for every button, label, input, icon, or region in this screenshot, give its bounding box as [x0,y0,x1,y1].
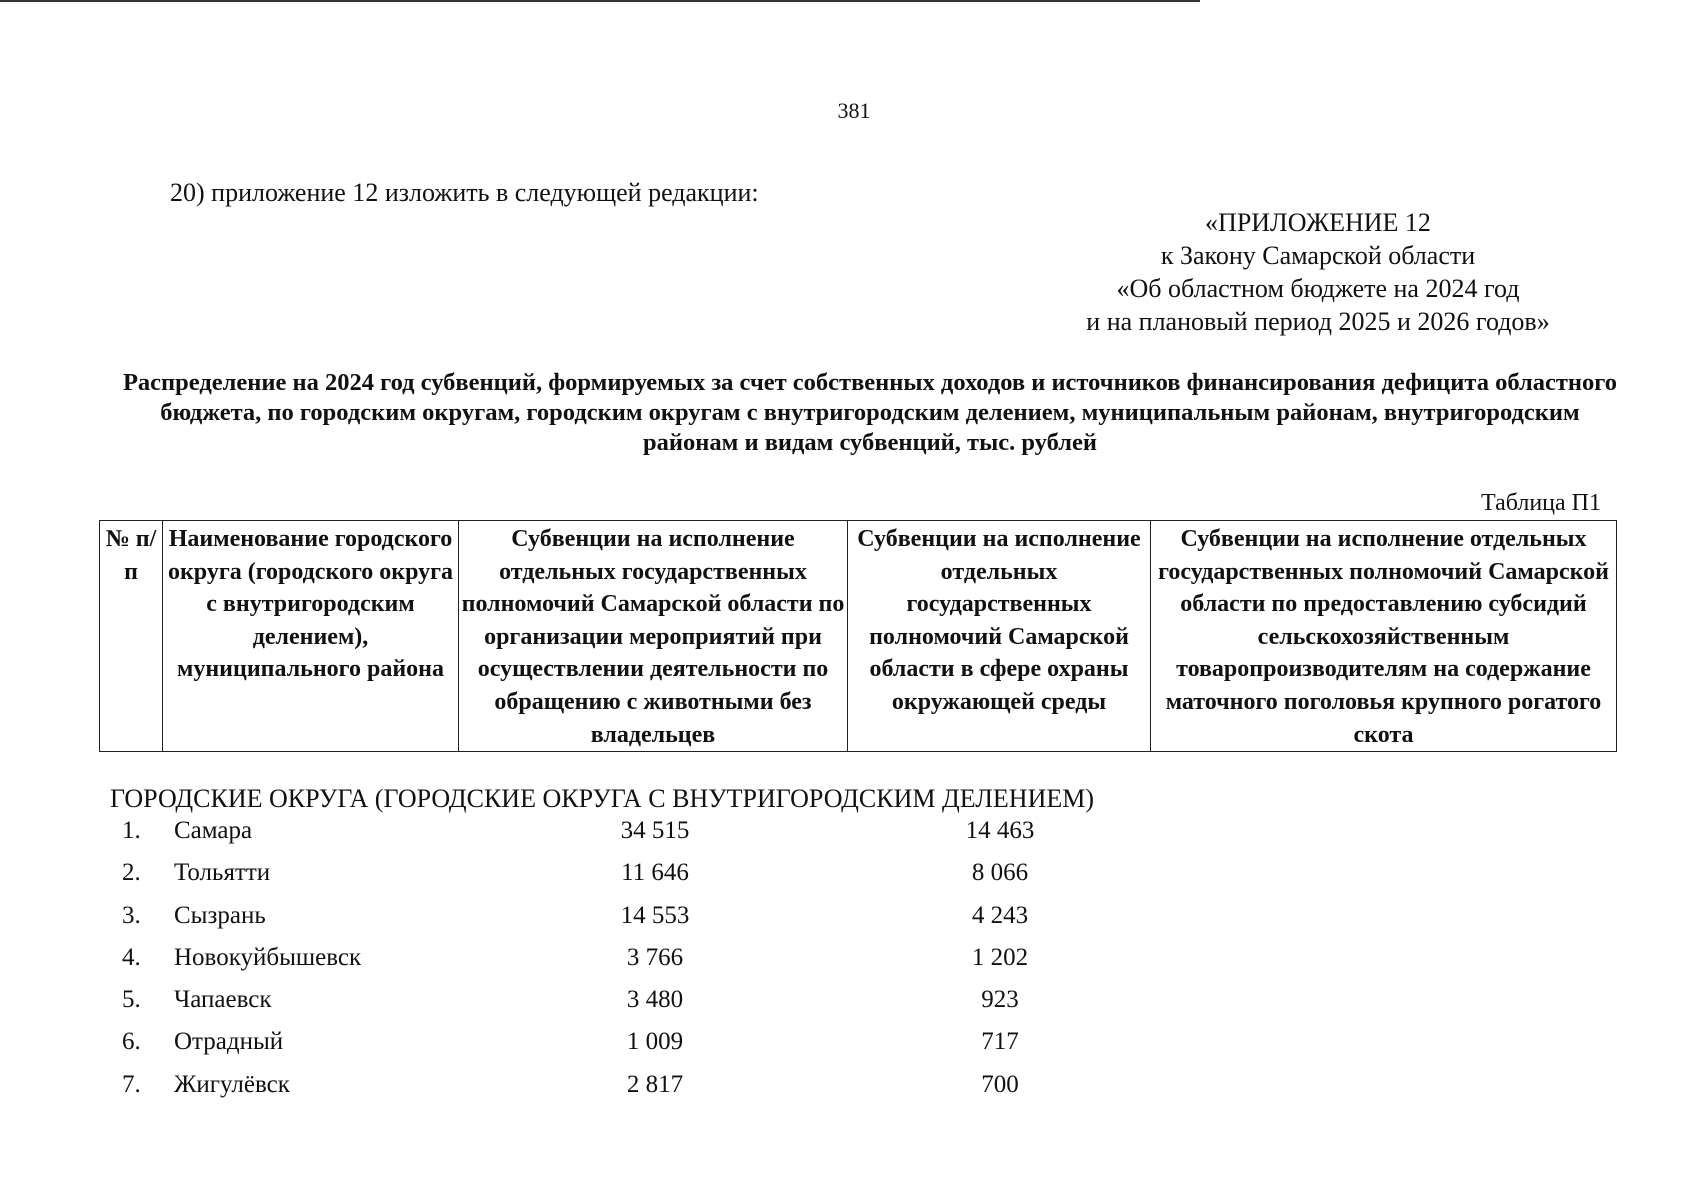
table-row [0,940,1708,982]
row-name: Чапаевск [174,986,272,1014]
appendix-line-2: к Закону Самарской области [1160,241,1476,270]
row-value-animals: 1 009 [626,1028,684,1056]
row-name: Отрадный [174,1028,284,1056]
row-number: 6. [122,1028,141,1056]
page-top-rule [0,0,1200,2]
row-value-animals: 3 766 [626,943,684,971]
section-heading: ГОРОДСКИЕ ОКРУГА (ГОРОДСКИЕ ОКРУГА С ВНУТРИГОРОДСКИМ ДЕЛЕНИЕМ) [110,784,1095,813]
row-number: 5. [122,986,141,1014]
appendix-header [1038,206,1598,338]
row-value-environment: 700 [981,1070,1019,1098]
row-name: Самара [174,817,253,844]
appendix-line-4: и на плановый период 2025 и 2026 годов» [1086,307,1550,336]
row-value-animals: 34 515 [620,817,690,844]
table-row [0,898,1708,940]
row-name: Тольятти [174,859,271,887]
appendix-line-3: «Об областном бюджете на 2024 год [1116,274,1520,303]
table-label: Таблица П1 [1481,490,1601,516]
row-number: 2. [122,859,141,887]
row-value-environment: 717 [981,1028,1019,1056]
intro-text: 20) приложение 12 изложить в следующей редакции: [170,178,759,207]
page-number: 381 [837,98,871,123]
subventions-table [99,520,1617,752]
document-title: Распределение на 2024 год субвенций, формируемых за счет собственных доходов и источников финансирования дефицита областного бюджета, по городским округам, городским округам с внутригородским делением, муниципальным районам, внутригородским районам и видам субвенций, тыс. рублей [122,369,1618,456]
row-number: 3. [122,901,141,929]
row-value-environment: 4 243 [971,901,1029,929]
column-header-number: № п/п [100,521,163,752]
column-header-name: Наименование городского округа (городского округа с внутригородским делением), муниципального района [163,521,459,752]
row-value-animals: 14 553 [620,901,690,929]
table-row [0,1024,1708,1066]
column-header-animals-subvention: Субвенции на исполнение отдельных государственных полномочий Самарской области по организации мероприятий при осуществлении деятельности по обращению с животными без владельцев [459,521,848,752]
row-name: Сызрань [174,901,266,929]
row-name: Новокуйбышевск [174,943,362,971]
appendix-line-1: «ПРИЛОЖЕНИЕ 12 [1205,208,1431,237]
table-row [0,1067,1708,1109]
row-value-animals: 2 817 [626,1070,684,1098]
table-row [0,982,1708,1024]
table-header-row [100,521,1617,752]
row-number: 7. [122,1070,141,1098]
table-row [0,813,1708,855]
row-number: 1. [122,817,141,844]
row-value-environment: 14 463 [965,817,1035,844]
row-number: 4. [122,943,141,971]
column-header-cattle-subvention: Субвенции на исполнение отдельных государственных полномочий Самарской области по предоставлению субсидий сельскохозяйственным товаропроизводителям на содержание маточного поголовья крупного рогатого скота [1151,521,1617,752]
table-body [0,813,1708,1109]
table-row [0,855,1708,897]
row-value-environment: 8 066 [971,859,1029,887]
row-value-animals: 11 646 [621,859,689,887]
column-header-environment-subvention: Субвенции на исполнение отдельных государственных полномочий Самарской области в сфере охраны окружающей среды [848,521,1151,752]
row-value-environment: 1 202 [971,943,1029,971]
row-value-animals: 3 480 [626,986,684,1014]
row-name: Жигулёвск [174,1070,290,1098]
row-value-environment: 923 [981,986,1019,1014]
